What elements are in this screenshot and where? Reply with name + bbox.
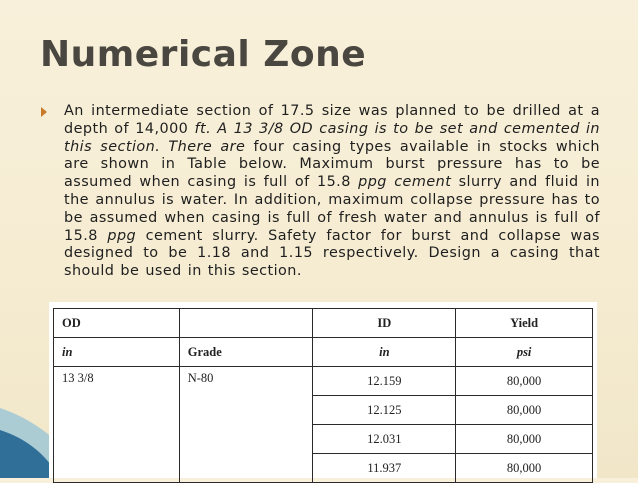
cell-id: 12.031 xyxy=(313,425,456,454)
cell-od: 13 3/8 xyxy=(54,367,180,483)
casing-table-panel xyxy=(49,302,597,478)
cell-id: 12.125 xyxy=(313,396,456,425)
table-units-row xyxy=(54,338,593,367)
table-row xyxy=(54,367,593,396)
header-grade-top xyxy=(179,309,313,338)
slide-title: Numerical Zone xyxy=(40,34,367,75)
header-id: ID xyxy=(313,309,456,338)
cell-id: 11.937 xyxy=(313,454,456,483)
paragraph-segment: slurry and fluid in the annulus is water. In addition, maximum collapse pressure has to be assumed when casing is full of fresh water and annulus is full of 15.8 xyxy=(64,174,600,244)
cell-yield: 80,000 xyxy=(456,396,593,425)
table-header-row xyxy=(54,309,593,338)
cell-grade: N-80 xyxy=(179,367,313,483)
unit-id: in xyxy=(313,338,456,367)
cell-yield: 80,000 xyxy=(456,367,593,396)
problem-paragraph xyxy=(64,103,600,281)
paragraph-segment-italic: ppg cement xyxy=(358,174,452,191)
unit-od: in xyxy=(54,338,180,367)
paragraph-segment-italic: ppg xyxy=(107,227,137,244)
paragraph-segment-italic: ft. A 13 3/8 OD casing is to be set and cemented in this section. There are xyxy=(64,120,600,155)
paragraph-segment: An intermediate section of 17.5 size was planned to be drilled at a depth of 14,000 xyxy=(64,103,600,137)
paragraph-segment: cement slurry. Safety factor for burst and collapse was designed to be 1.18 and 1.15 respectively. Design a casing that should be used in this section. xyxy=(64,227,600,280)
header-od: OD xyxy=(54,309,180,338)
header-grade: Grade xyxy=(179,338,313,367)
unit-yield: psi xyxy=(456,338,593,367)
header-yield: Yield xyxy=(456,309,593,338)
casing-table xyxy=(53,308,593,483)
cell-id: 12.159 xyxy=(313,367,456,396)
paragraph-segment: four casing types available in stocks which are shown in Table below. Maximum burst pressure has to be assumed when casing is full of 15.8 xyxy=(64,138,600,191)
cell-yield: 80,000 xyxy=(456,454,593,483)
cell-yield: 80,000 xyxy=(456,425,593,454)
bullet-arrow-icon xyxy=(41,107,47,117)
